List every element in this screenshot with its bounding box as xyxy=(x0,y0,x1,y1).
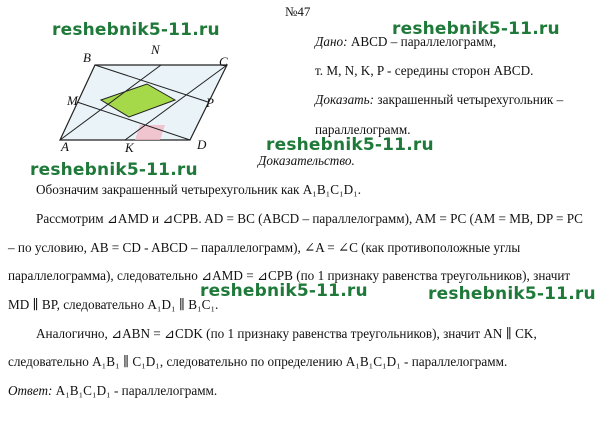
prove-line xyxy=(315,92,563,108)
watermark: reshebnik5-11.ru xyxy=(52,20,220,40)
watermark: reshebnik5-11.ru xyxy=(428,284,596,304)
proof-line: Аналогично, ⊿ABN = ⊿CDK (по 1 признаку равенства треугольников), значит AN ∥ CK, xyxy=(36,326,537,341)
proof-line: параллелограмма), следовательно ⊿AMD = ⊿CPB (по 1 признаку равенства треугольников), значит xyxy=(8,268,571,283)
proof-heading: Доказательство. xyxy=(258,153,355,168)
label-b: B xyxy=(83,50,91,65)
answer-text: A₁B₁C₁D₁ - параллелограмм. xyxy=(52,383,218,398)
proof-line: – по условию, AB = CD - ABCD – параллелограмм), ∠A = ∠C (как противоположные углы xyxy=(8,240,521,255)
label-k: K xyxy=(125,140,134,155)
watermark: reshebnik5-11.ru xyxy=(392,19,560,39)
prove-text: закрашенный четырехугольник – xyxy=(374,92,564,107)
proof-line: следовательно A₁B₁ ∥ C₁D₁, следовательно по определению A₁B₁C₁D₁ - параллелограмм. xyxy=(8,354,508,369)
proof-line: Рассмотрим ⊿AMD и ⊿CPB. AD = BC (ABCD – параллелограмм), AM = PC (AM = MB, DP = PC xyxy=(36,211,583,226)
given-label: Дано: xyxy=(315,34,348,49)
answer-line xyxy=(8,383,217,399)
parallelogram-figure xyxy=(55,40,245,155)
proof-line: MD ∥ BP, следовательно A₁D₁ ∥ B₁C₁. xyxy=(8,297,219,312)
proof-line: Обозначим закрашенный четырехугольник как A₁B₁C₁D₁. xyxy=(36,182,362,197)
label-p: P xyxy=(206,95,214,110)
watermark: reshebnik5-11.ru xyxy=(30,160,198,180)
prove-line-2: параллелограмм. xyxy=(315,122,411,137)
shading-shadow xyxy=(135,125,165,140)
label-m: M xyxy=(67,93,78,108)
label-c: C xyxy=(219,54,228,69)
label-a: A xyxy=(61,139,69,154)
points-line: т. M, N, K, P - середины сторон ABCD. xyxy=(315,63,534,78)
given-text: ABCD – параллелограмм, xyxy=(347,34,497,49)
watermark: reshebnik5-11.ru xyxy=(266,135,434,155)
answer-label: Ответ: xyxy=(8,383,53,398)
problem-number: №47 xyxy=(285,4,311,19)
label-n: N xyxy=(151,42,160,57)
prove-label: Доказать: xyxy=(315,92,375,107)
watermark: reshebnik5-11.ru xyxy=(200,281,368,301)
label-d: D xyxy=(197,137,207,152)
